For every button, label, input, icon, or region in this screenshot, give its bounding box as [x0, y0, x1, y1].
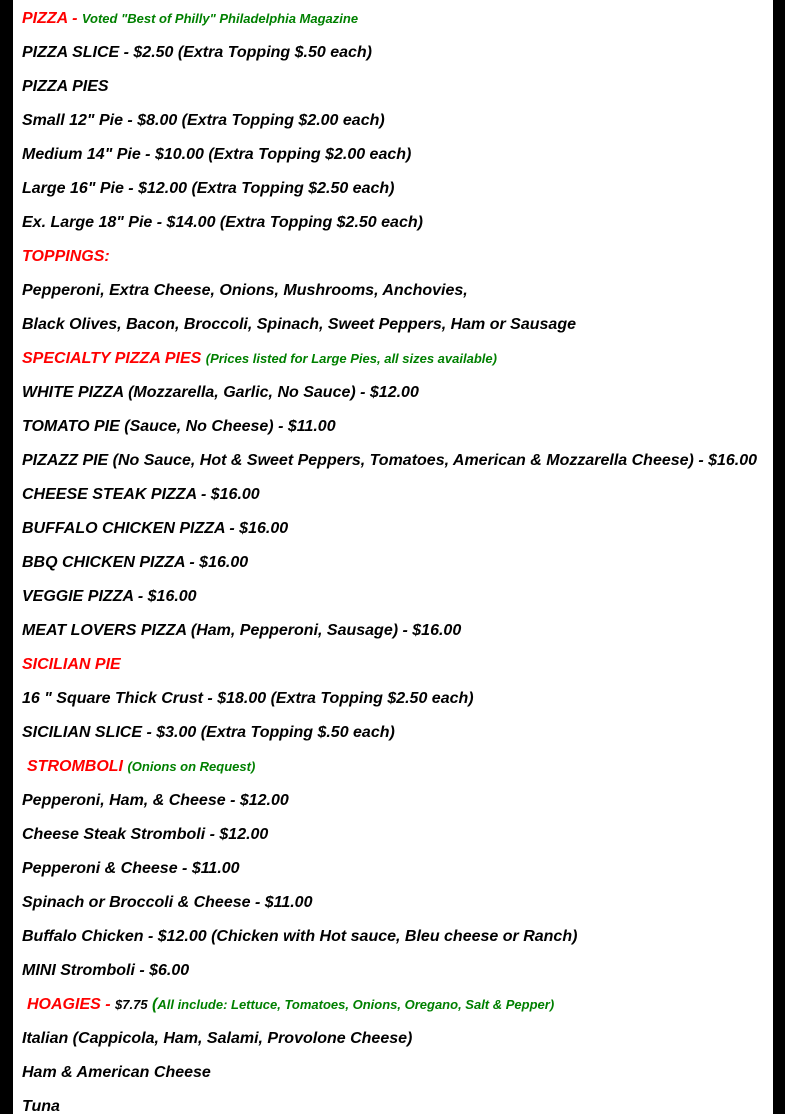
pizza-slice-item: PIZZA SLICE - $2.50 (Extra Topping $.50 each) — [22, 44, 373, 61]
specialty-note: (Prices listed for Large Pies, all sizes available) — [205, 351, 497, 366]
stromboli-item: Buffalo Chicken - $12.00 (Chicken with Hot sauce, Bleu cheese or Ranch) — [22, 928, 578, 945]
specialty-item: BUFFALO CHICKEN PIZZA - $16.00 — [22, 520, 289, 537]
stromboli-note: (Onions on Request) — [127, 759, 256, 774]
specialty-item: TOMATO PIE (Sauce, No Cheese) - $11.00 — [22, 418, 336, 435]
specialty-item: PIZAZZ PIE (No Sauce, Hot & Sweet Peppers, Tomatoes, American & Mozzarella Cheese) - $16.00 — [22, 452, 758, 469]
stromboli-item: Cheese Steak Stromboli - $12.00 — [22, 826, 269, 843]
sicilian-heading: SICILIAN PIE — [22, 656, 121, 673]
stromboli-item: Pepperoni & Cheese - $11.00 — [22, 860, 240, 877]
pizza-menu — [22, 3, 772, 1114]
hoagie-item: Italian (Cappicola, Ham, Salami, Provolone Cheese) — [22, 1030, 413, 1047]
hoagies-heading-line — [22, 989, 772, 1023]
specialty-item: VEGGIE PIZZA - $16.00 — [22, 588, 197, 605]
hoagie-item: Tuna — [22, 1098, 60, 1114]
pie-item-small: Small 12" Pie - $8.00 (Extra Topping $2.00 each) — [22, 112, 385, 129]
sicilian-item: 16 " Square Thick Crust - $18.00 (Extra Topping $2.50 each) — [22, 690, 474, 707]
specialty-heading-line — [22, 343, 772, 377]
specialty-item: CHEESE STEAK PIZZA - $16.00 — [22, 486, 260, 503]
pie-item-xlarge: Ex. Large 18" Pie - $14.00 (Extra Topping $2.50 each) — [22, 214, 423, 231]
hoagies-paren: ( — [147, 996, 158, 1013]
pizza-pies-heading: PIZZA PIES — [22, 78, 109, 95]
specialty-item: BBQ CHICKEN PIZZA - $16.00 — [22, 554, 249, 571]
specialty-heading: SPECIALTY PIZZA PIES — [22, 350, 202, 367]
hoagies-note: All include: Lettuce, Tomatoes, Onions, Oregano, Salt & Pepper) — [157, 997, 555, 1012]
pizza-heading: PIZZA — [22, 10, 68, 27]
stromboli-heading-line — [22, 751, 772, 785]
stromboli-item: Spinach or Broccoli & Cheese - $11.00 — [22, 894, 313, 911]
pizza-heading-dash: - — [67, 10, 82, 27]
stromboli-item: Pepperoni, Ham, & Cheese - $12.00 — [22, 792, 289, 809]
pie-item-large: Large 16" Pie - $12.00 (Extra Topping $2.50 each) — [22, 180, 395, 197]
sicilian-item: SICILIAN SLICE - $3.00 (Extra Topping $.50 each) — [22, 724, 395, 741]
pizza-award-note: Voted "Best of Philly" Philadelphia Magazine — [81, 11, 359, 26]
specialty-item: MEAT LOVERS PIZZA (Ham, Pepperoni, Sausage) - $16.00 — [22, 622, 462, 639]
toppings-line: Black Olives, Bacon, Broccoli, Spinach, Sweet Peppers, Ham or Sausage — [22, 316, 576, 333]
hoagies-price: $7.75 — [115, 997, 148, 1012]
stromboli-item: MINI Stromboli - $6.00 — [22, 962, 190, 979]
pizza-heading-line — [22, 3, 772, 37]
hoagie-item: Ham & American Cheese — [22, 1064, 211, 1081]
specialty-item: WHITE PIZZA (Mozzarella, Garlic, No Sauce) - $12.00 — [22, 384, 419, 401]
menu-page — [13, 0, 773, 1114]
pie-item-medium: Medium 14" Pie - $10.00 (Extra Topping $2.00 each) — [22, 146, 412, 163]
hoagies-heading: HOAGIES — [27, 996, 101, 1013]
toppings-heading: TOPPINGS: — [22, 248, 110, 265]
hoagies-dash: - — [100, 996, 116, 1013]
stromboli-heading: STROMBOLI — [27, 758, 123, 775]
toppings-line: Pepperoni, Extra Cheese, Onions, Mushrooms, Anchovies, — [22, 282, 468, 299]
